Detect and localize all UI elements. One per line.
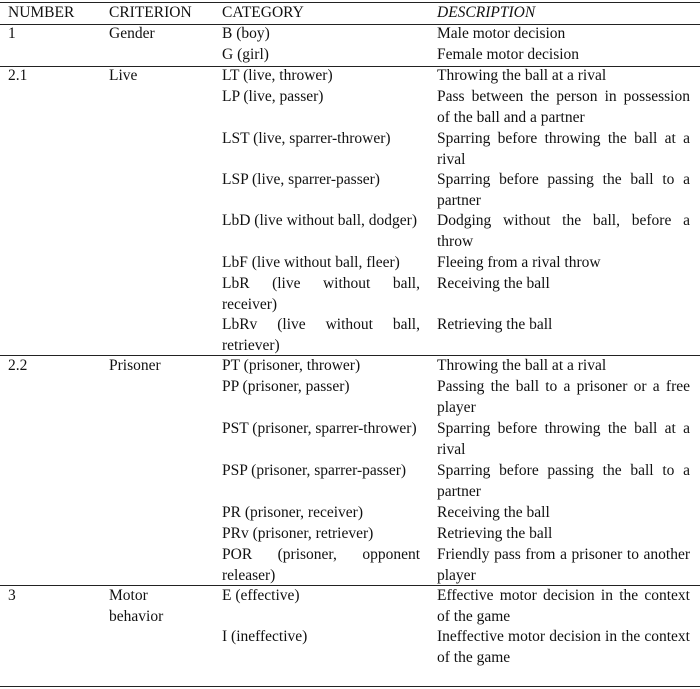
section-criterion: Gender xyxy=(109,25,155,42)
category-cell: LSP (live, sparrer-passer) xyxy=(222,171,380,188)
header-number: NUMBER xyxy=(8,4,75,21)
category-cell: PSP (prisoner, sparrer-passer) xyxy=(222,462,407,479)
category-cell: LbF (live without ball, fleer) xyxy=(222,254,400,271)
description-cell: Effective motor decision in the context of the game xyxy=(437,587,690,625)
category-cell: LbRv (live without ball, retriever) xyxy=(222,316,420,354)
section-criterion: Prisoner xyxy=(109,357,161,374)
description-cell: Female motor decision xyxy=(437,46,580,63)
description-cell: Retrieving the ball xyxy=(437,316,553,333)
category-cell: E (effective) xyxy=(222,587,300,604)
section-number: 2.1 xyxy=(8,67,28,84)
description-cell: Male motor decision xyxy=(437,25,566,42)
description-cell: Sparring before passing the ball to a partner xyxy=(437,462,690,500)
description-cell: Ineffective motor decision in the context of the game xyxy=(437,628,690,666)
description-cell: Passing the ball to a prisoner or a free player xyxy=(437,378,690,416)
description-cell: Pass between the person in possession of the ball and a partner xyxy=(437,88,690,126)
category-cell: G (girl) xyxy=(222,46,269,63)
description-cell: Dodging without the ball, before a throw xyxy=(437,212,690,250)
description-cell: Receiving the ball xyxy=(437,275,550,292)
category-cell: LST (live, sparrer-thrower) xyxy=(222,130,391,147)
category-cell: PR (prisoner, receiver) xyxy=(222,504,363,521)
description-cell: Throwing the ball at a rival xyxy=(437,67,607,84)
description-cell: Receiving the ball xyxy=(437,504,550,521)
category-cell: PRv (prisoner, retriever) xyxy=(222,525,374,542)
description-cell: Friendly pass from a prisoner to another player xyxy=(437,546,690,584)
category-cell: B (boy) xyxy=(222,25,270,42)
table-top-rule xyxy=(0,2,700,3)
category-cell: PP (prisoner, passer) xyxy=(222,378,350,395)
section-number: 2.2 xyxy=(8,357,28,374)
section-criterion: Motor behavior xyxy=(109,587,164,625)
section-number: 1 xyxy=(8,25,16,42)
description-cell: Sparring before passing the ball to a partner xyxy=(437,171,690,209)
category-cell: LbD (live without ball, dodger) xyxy=(222,212,417,229)
category-cell: PST (prisoner, sparrer-thrower) xyxy=(222,420,417,437)
section-number: 3 xyxy=(8,587,16,604)
category-cell: I (ineffective) xyxy=(222,628,308,645)
header-description: DESCRIPTION xyxy=(437,4,536,21)
description-cell: Sparring before throwing the ball at a rival xyxy=(437,420,690,458)
description-cell: Throwing the ball at a rival xyxy=(437,357,607,374)
header-category: CATEGORY xyxy=(222,4,304,21)
header-criterion: CRITERION xyxy=(109,4,192,21)
category-cell: PT (prisoner, thrower) xyxy=(222,357,361,374)
section-criterion: Live xyxy=(109,67,138,84)
category-cell: LT (live, thrower) xyxy=(222,67,333,84)
description-cell: Fleeing from a rival throw xyxy=(437,254,601,271)
table-bottom-rule xyxy=(0,686,700,687)
description-cell: Retrieving the ball xyxy=(437,525,553,542)
description-cell: Sparring before throwing the ball at a rival xyxy=(437,130,690,168)
category-cell: LbR (live without ball, receiver) xyxy=(222,275,420,313)
category-cell: POR (prisoner, opponent releaser) xyxy=(222,546,420,584)
category-cell: LP (live, passer) xyxy=(222,88,324,105)
